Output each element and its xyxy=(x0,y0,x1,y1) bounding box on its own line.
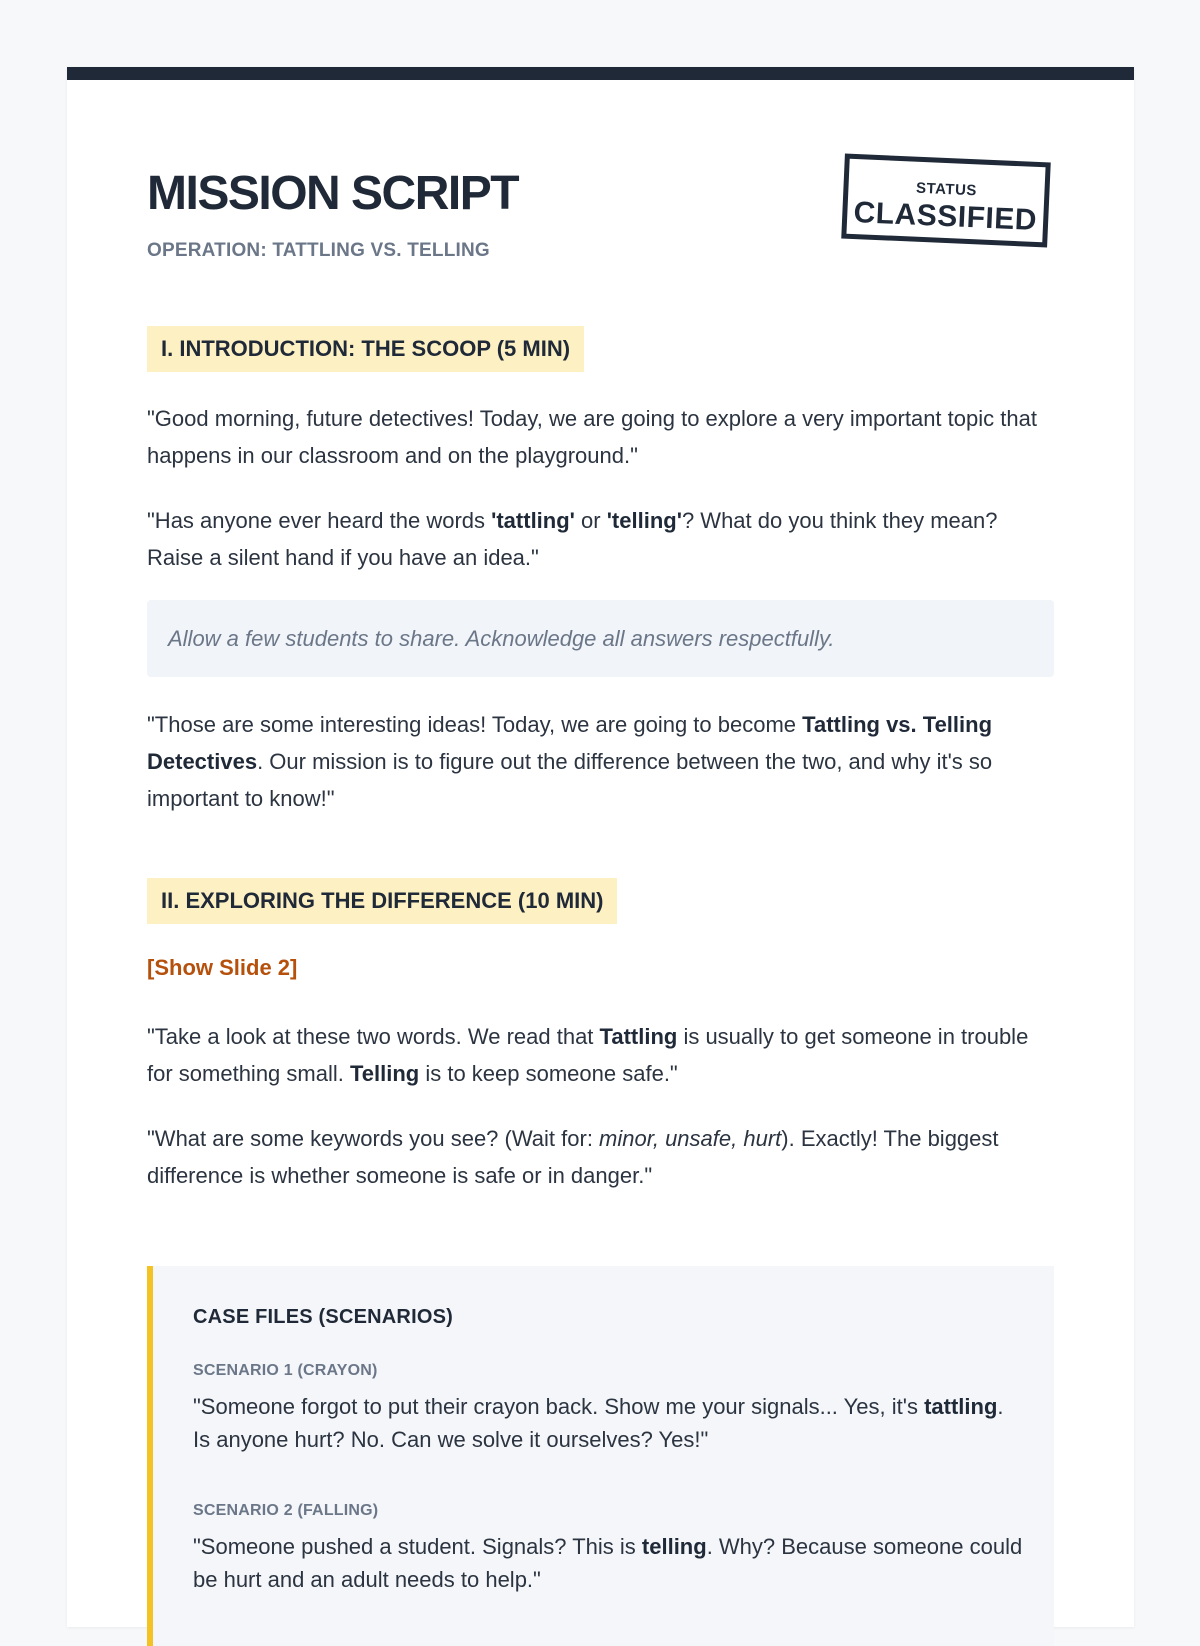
intro-paragraph-3: "Those are some interesting ideas! Today, we are going to become Tattling vs. Telling Detectives. Our mission is to figure out the difference between the two, and why it's so important to know!" xyxy=(147,712,993,811)
section-heading-exploring: II. EXPLORING THE DIFFERENCE (10 MIN) xyxy=(147,878,617,924)
slide-cue: [Show Slide 2] xyxy=(147,955,298,980)
scenario-2-label: SCENARIO 2 (FALLING) xyxy=(193,1502,379,1519)
case-files-title: CASE FILES (SCENARIOS) xyxy=(193,1306,453,1328)
status-stamp xyxy=(841,154,1051,248)
stamp-value: CLASSIFIED xyxy=(852,196,1038,237)
section-heading-introduction: I. INTRODUCTION: THE SCOOP (5 MIN) xyxy=(147,326,584,372)
scenario-1-text: "Someone forgot to put their crayon back. Show me your signals... Yes, it's tattling. Is anyone hurt? No. Can we solve it ourselves? Yes!" xyxy=(193,1394,1004,1452)
teacher-note: Allow a few students to share. Acknowledge all answers respectfully. xyxy=(147,600,1054,677)
stamp-label: STATUS xyxy=(915,179,978,200)
script-document xyxy=(67,67,1134,1627)
keywords: minor, unsafe, hurt xyxy=(599,1126,782,1151)
explore-paragraph-2: "What are some keywords you see? (Wait for: minor, unsafe, hurt). Exactly! The biggest difference is whether someone is safe or in danger." xyxy=(147,1126,999,1188)
page-subtitle: OPERATION: TATTLING VS. TELLING xyxy=(147,240,490,261)
case-files-panel xyxy=(147,1266,1054,1646)
term-telling: 'telling' xyxy=(606,508,682,533)
intro-paragraph-1: "Good morning, future detectives! Today, we are going to explore a very important topic that happens in our classroom and on the playground." xyxy=(147,406,1037,468)
intro-paragraph-2: "Has anyone ever heard the words 'tattling' or 'telling'? What do you think they mean? Raise a silent hand if you have an idea." xyxy=(147,508,998,570)
term-tattling-def: Tattling xyxy=(599,1024,678,1049)
explore-paragraph-1: "Take a look at these two words. We read that Tattling is usually to get someone in trouble for something small. Telling is to keep someone safe." xyxy=(147,1024,1029,1086)
scenario-2-text: "Someone pushed a student. Signals? This is telling. Why? Because someone could be hurt and an adult needs to help." xyxy=(193,1534,1023,1592)
term-telling-def: Telling xyxy=(349,1061,420,1086)
term-detectives: Tattling vs. Telling Detectives xyxy=(147,712,993,774)
page-title: MISSION SCRIPT xyxy=(147,167,519,220)
scenario-1-label: SCENARIO 1 (CRAYON) xyxy=(193,1362,378,1379)
term-tattling: 'tattling' xyxy=(491,508,575,533)
